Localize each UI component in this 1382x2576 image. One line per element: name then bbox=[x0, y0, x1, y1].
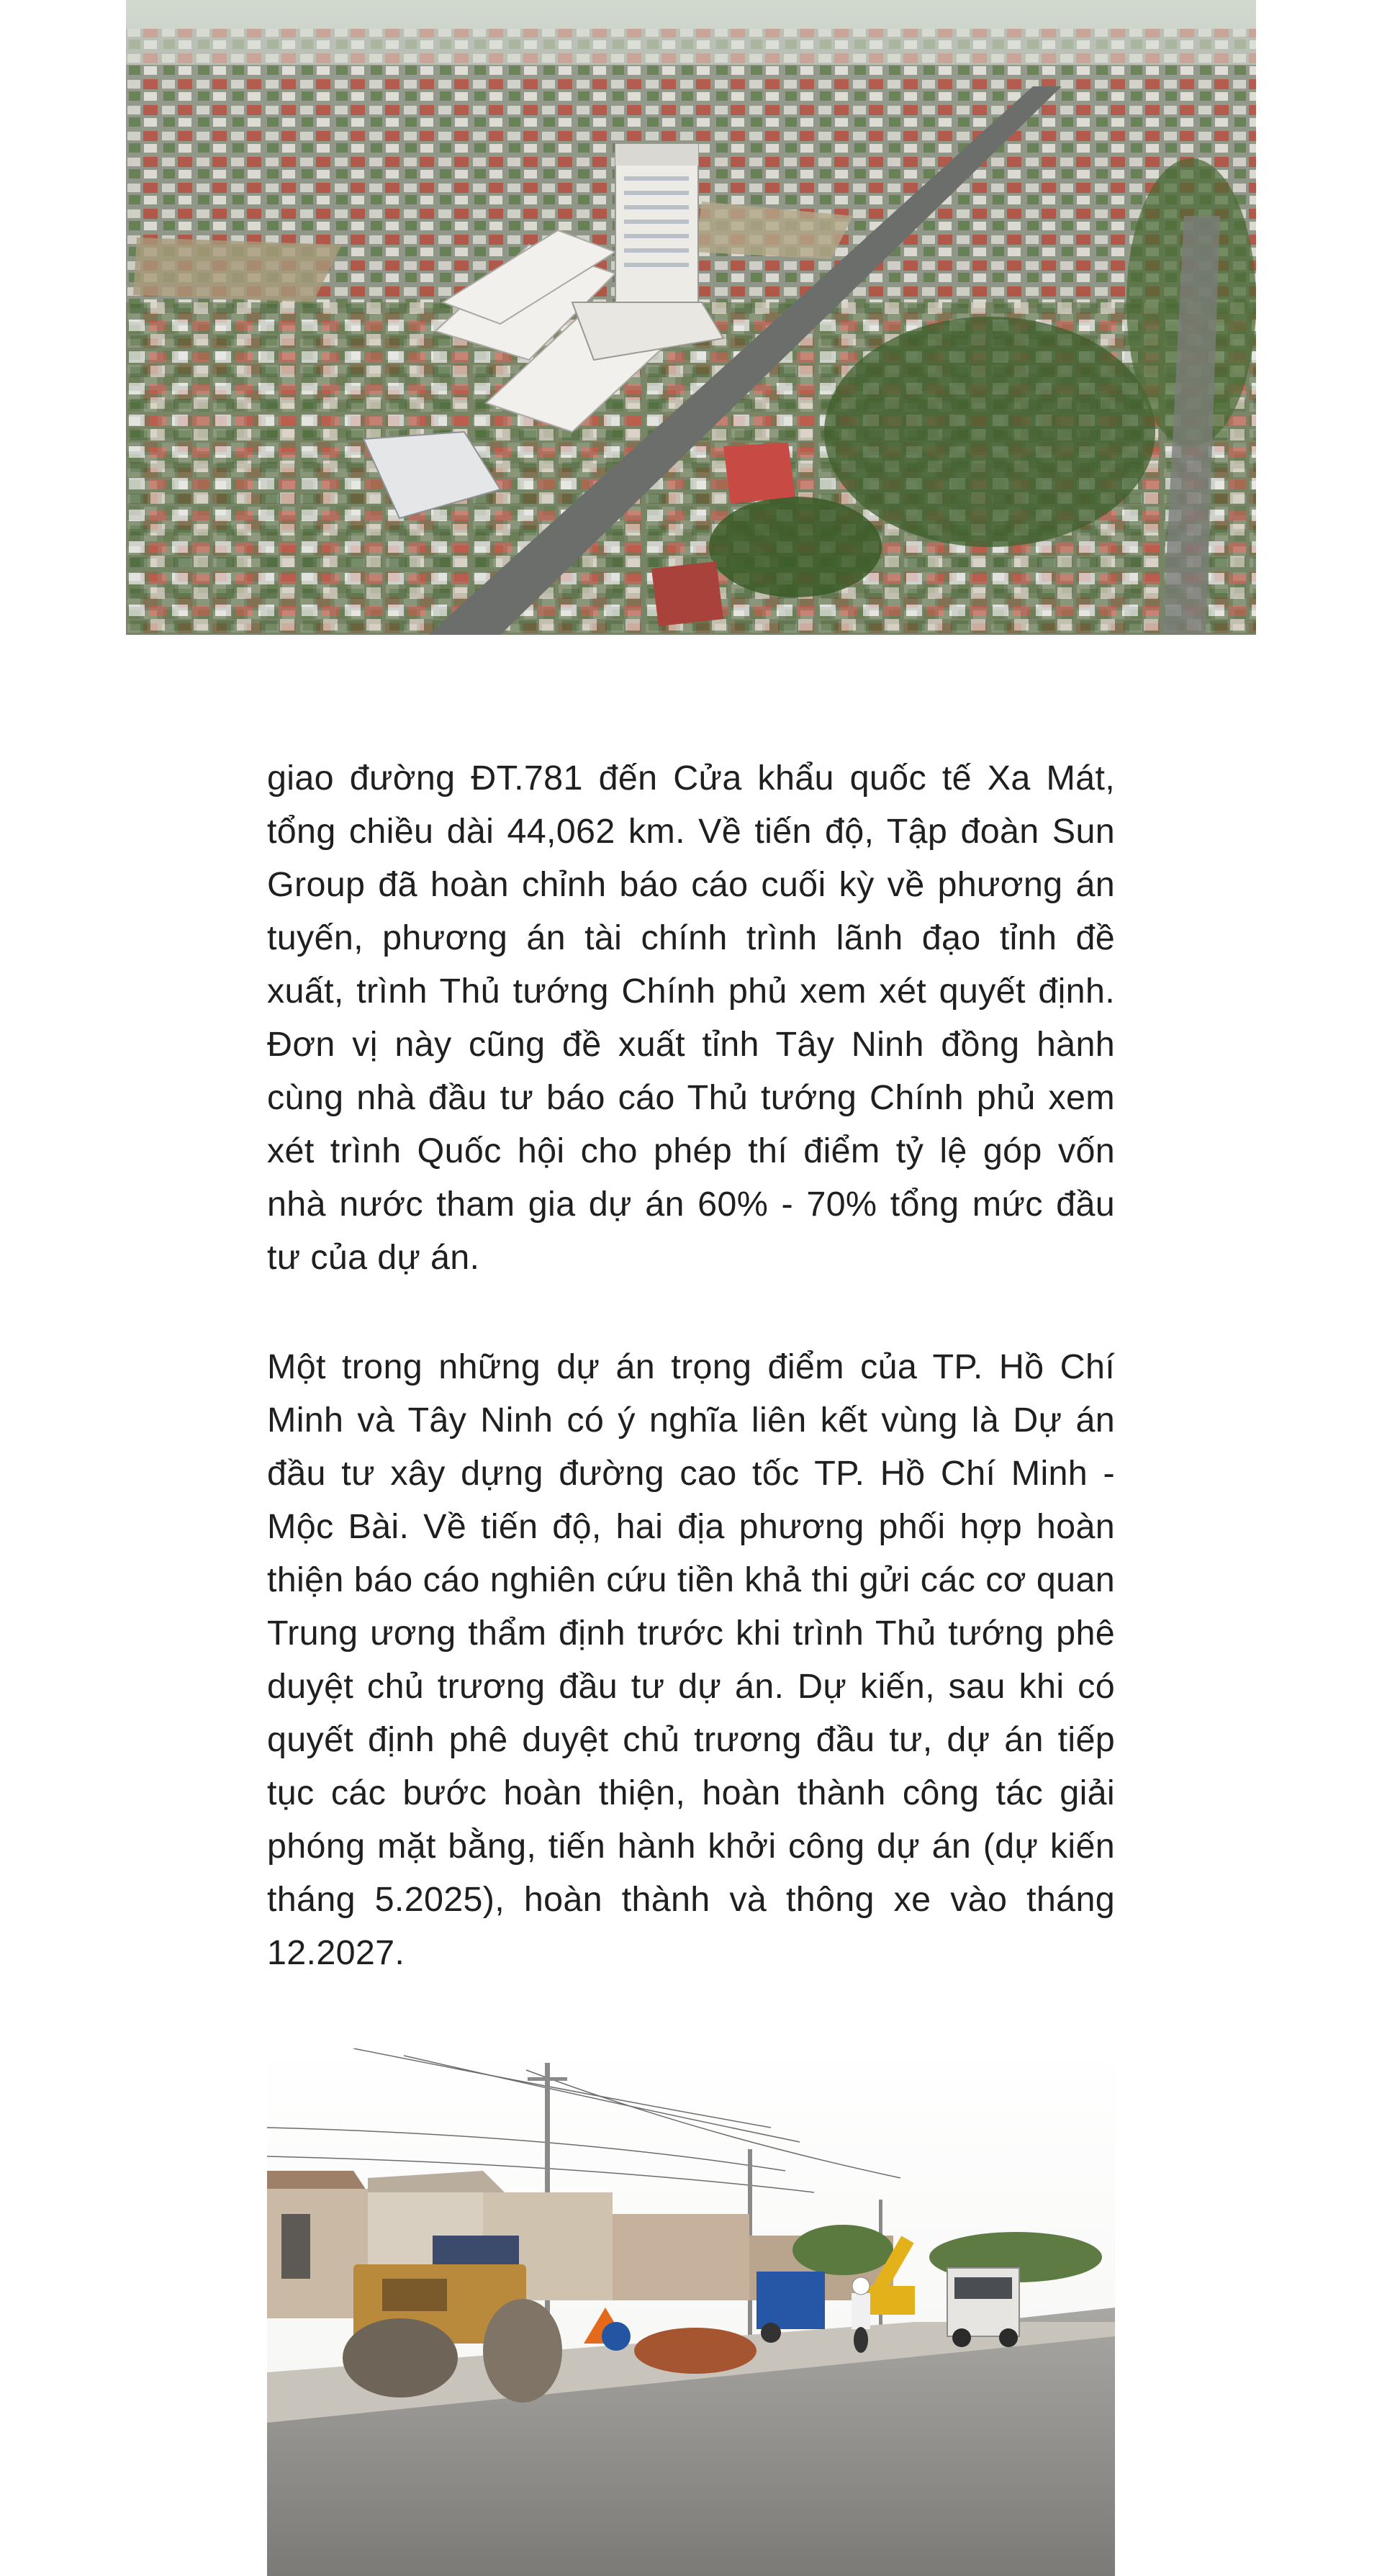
article-paragraph-2 bbox=[267, 1340, 1115, 1979]
paragraph-text: Một trong những dự án trọng điểm của TP. Hồ Chí Minh và Tây Ninh có ý nghĩa liên kết vùng là Dự án đầu tư xây dựng đường cao tốc TP. Hồ Chí Minh - Mộc Bài. Về tiến độ, hai địa phương phối hợp hoàn thiện báo cáo nghiên cứu tiền khả thi gửi các cơ quan Trung ương thẩm định trước khi trình Thủ tướng phê duyệt chủ trương đầu tư dự án. Dự kiến, sau khi có quyết định phê duyệt chủ trương đầu tư, dự án tiếp tục các bước hoàn thiện, hoàn thành công tác giải phóng mặt bằng, tiến hành khởi công dự án (dự kiến tháng 5.2025), hoàn thành và thông xe vào tháng 12.2027. bbox=[267, 1347, 1115, 1972]
aerial-city-image bbox=[126, 0, 1256, 635]
road-construction-image bbox=[267, 2048, 1115, 2576]
paragraph-text: giao đường ĐT.781 đến Cửa khẩu quốc tế Xa Mát, tổng chiều dài 44,062 km. Về tiến độ, Tập đoàn Sun Group đã hoàn chỉnh báo cáo cuối kỳ về phương án tuyến, phương án tài chính trình lãnh đạo tỉnh đề xuất, trình Thủ tướng Chính phủ xem xét quyết định. Đơn vị này cũng đề xuất tỉnh Tây Ninh đồng hành cùng nhà đầu tư báo cáo Thủ tướng Chính phủ xem xét trình Quốc hội cho phép thí điểm tỷ lệ góp vốn nhà nước tham gia dự án 60% - 70% tổng mức đầu tư của dự án. bbox=[267, 759, 1115, 1277]
aerial-city-photo bbox=[126, 0, 1256, 635]
article-paragraph-1 bbox=[267, 751, 1115, 1284]
road-construction-photo bbox=[267, 2048, 1115, 2576]
